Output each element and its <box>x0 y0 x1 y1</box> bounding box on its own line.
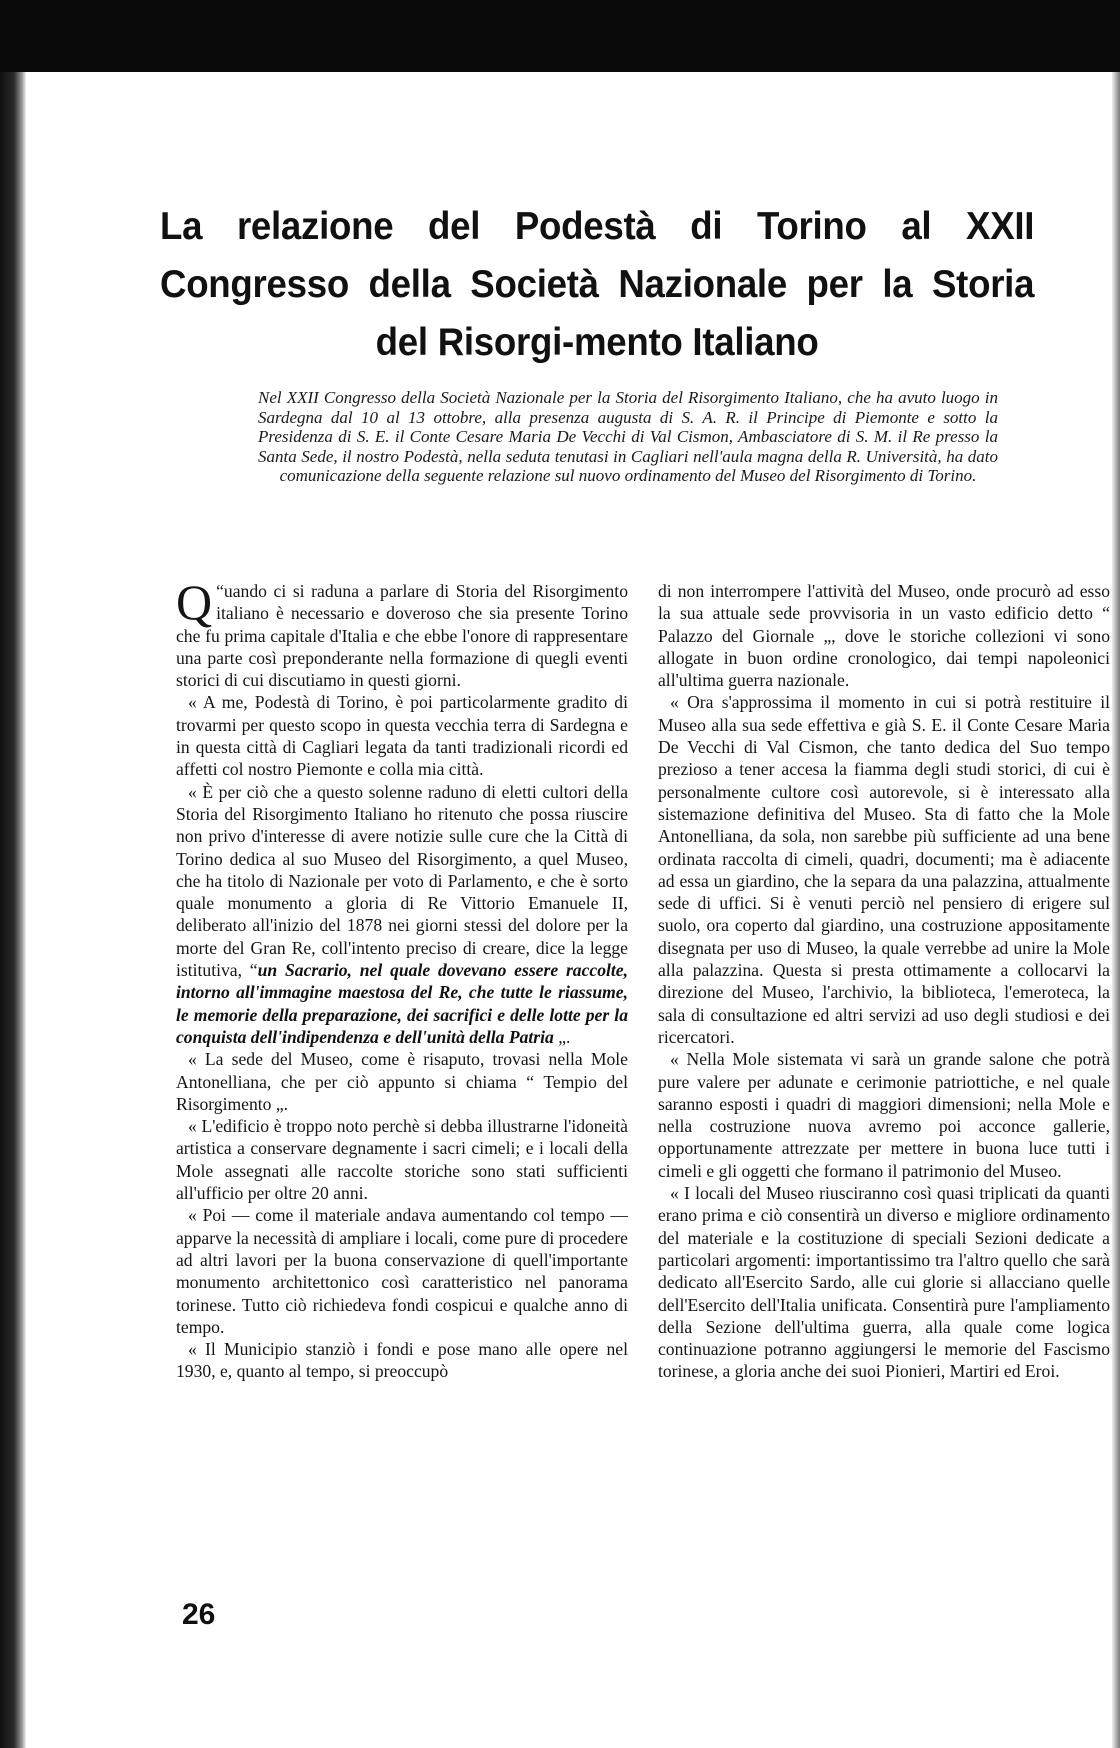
paragraph-text: « È per ciò che a questo solenne raduno di eletti cultori della Storia del Risorgimento Italiano ho ritenuto che possa riuscire non privo d'interesse di avere notizie sulle cure che la Città di Torino dedica al suo Museo del Risorgimento, a quel Museo, che ha titolo di Nazionale per voto di Parlamento, e che è sorto quale monumento a gloria di Re Vittorio Emanuele II, deliberato all'inizio del 1878 nei giorni stessi del dolore per la morte del Gran Re, coll'intento preciso di creare, dice la legge istitutiva, “ <box>176 781 628 981</box>
paragraph: di non interrompere l'attività del Museo, onde procurò ad esso la sua attuale sede provvisoria in un vasto edificio detto “ Palazzo del Giornale „, dove le storiche collezioni vi sono allogate in buon ordine cronologico, dai tempi napoleonici all'ultima guerra nazionale. <box>658 581 1110 691</box>
page-number: 26 <box>182 1598 216 1631</box>
paragraph <box>176 574 628 691</box>
paragraph: « A me, Podestà di Torino, è poi particolarmente gradito di trovarmi per questo scopo in questa vecchia terra di Sardegna e in questa città di Cagliari legata da tanti tradizionali ricordi ed affetti col nostro Piemonte e colla mia città. <box>176 692 628 780</box>
article-title: La relazione del Podestà di Torino al XXII Congresso della Società Nazionale per la Storia del Risorgi-mento Italiano <box>160 205 1035 364</box>
article-intro: Nel XXII Congresso della Società Nazionale per la Storia del Risorgimento Italiano, che ha avuto luogo in Sardegna dal 10 al 13 ottobre, alla presenza augusta di S. A. R. il Principe di Piemonte e sotto la Presidenza di S. E. il Conte Cesare Maria De Vecchi di Val Cismon, Ambasciatore di S. M. il Re presso la Santa Sede, il nostro Podestà, nella seduta tenutasi in Cagliari nell'aula magna della R. Università, ha dato comunicazione della seguente relazione sul nuovo ordinamento del Museo del Risorgimento di Torino. <box>258 388 998 486</box>
paragraph: « La sede del Museo, come è risaputo, trovasi nella Mole Antonelliana, che per ciò appunto si chiama “ Tempio del Risorgimento „. <box>176 1049 628 1114</box>
drop-cap: Q <box>176 574 213 630</box>
scan-border-right <box>1112 72 1120 1748</box>
scan-border-left <box>0 72 26 1748</box>
paragraph <box>176 781 628 1049</box>
paragraph-text: uando ci si raduna a parlare di Storia del Risorgimento italiano è necessario e doveroso che sia presente Torino che fu prima capitale d'Italia e che ebbe l'onore di rappresentare una parte così preponderante nella formazione di quegli eventi storici di cui discutiamo in questi giorni. <box>176 581 628 691</box>
paragraph: « Poi — come il materiale andava aumentando col tempo — apparve la necessità di ampliare i locali, come pure di procedere ad altri lavori per la buona conservazione di quell'importante monumento architettonico così caratteristico nel panorama torinese. Tutto ciò richiedeva fondi cospicui e qualche anno di tempo. <box>176 1205 628 1337</box>
paragraph: « I locali del Museo riusciranno così quasi triplicati da quanti erano prima e ciò consentirà un diverso e migliore ordinamento del materiale e la costituzione di speciali Sezioni dedicate a particolari argomenti: importantissimo tra l'altro quello che sarà dedicato all'Esercito Sardo, alle cui glorie si allacciano quelle dell'Esercito dell'Italia unificata. Consentirà pure l'ampliamento della Sezione dell'ultima guerra, alla quale come logica continuazione potranno aggiungersi le memorie del Fascismo torinese, a gloria anche dei suoi Pionieri, Martiri ed Eroi. <box>658 1183 1110 1382</box>
left-column <box>176 574 629 1383</box>
closing-quote: „. <box>553 1026 571 1047</box>
opening-quote: “ <box>216 581 224 601</box>
right-column <box>658 580 1110 1383</box>
paragraph: « Nella Mole sistemata vi sarà un grande salone che potrà pure valere per adunate e cerimonie patriottiche, e nel quale saranno esposti i quadri di maggiori dimensioni; nella Mole e nella costruzione nuova avremo poi acconce gallerie, opportunamente attrezzate per mettere in buona luce tutti i cimeli e gli oggetti che formano il patrimonio del Museo. <box>658 1049 1110 1181</box>
law-quote: un Sacrario, nel quale dovevano essere raccolte, intorno all'immagine maestosa del Re, che tutte le riassume, le memorie della preparazione, dei sacrifici e delle lotte per la conquista dell'indipendenza e dell'unità della Patria <box>176 960 629 1047</box>
paragraph: « L'edificio è troppo noto perchè si debba illustrarne l'idoneità artistica a conservare degnamente i sacri cimeli; e i locali della Mole assegnati alle raccolte storiche sono stati sufficienti all'ufficio per oltre 20 anni. <box>176 1116 628 1204</box>
paragraph: « Il Municipio stanziò i fondi e pose mano alle opere nel 1930, e, quanto al tempo, si preoccupò <box>176 1339 628 1382</box>
scan-border-top <box>0 0 1120 72</box>
paragraph: « Ora s'approssima il momento in cui si potrà restituire il Museo alla sua sede effettiva e già S. E. il Conte Cesare Maria De Vecchi di Val Cismon, che tanto dedica del Suo tempo prezioso a tener accesa la fiamma degli studi storici, di cui è personalmente cultore così autorevole, si è interessato alla sistemazione definitiva del Museo. Sta di fatto che la Mole Antonelliana, da sola, non sarebbe più sufficiente ad una bene ordinata raccolta di cimeli, quadri, documenti; ma è adiacente ad essa un giardino, che la separa da una palazzina, attualmente sede di uffici. Si è venuti perciò nel pensiero di erigere sul suolo, ora coperto dal giardino, una costruzione appositamente disegnata per uso di Museo, la quale verrebbe ad unire la Mole alla palazzina. Questa si presta ottimamente a collocarvi la direzione del Museo, l'archivio, la biblioteca, l'emeroteca, la sala di consultazione ed altri servizi ad uso degli studiosi e dei ricercatori. <box>658 692 1110 1047</box>
